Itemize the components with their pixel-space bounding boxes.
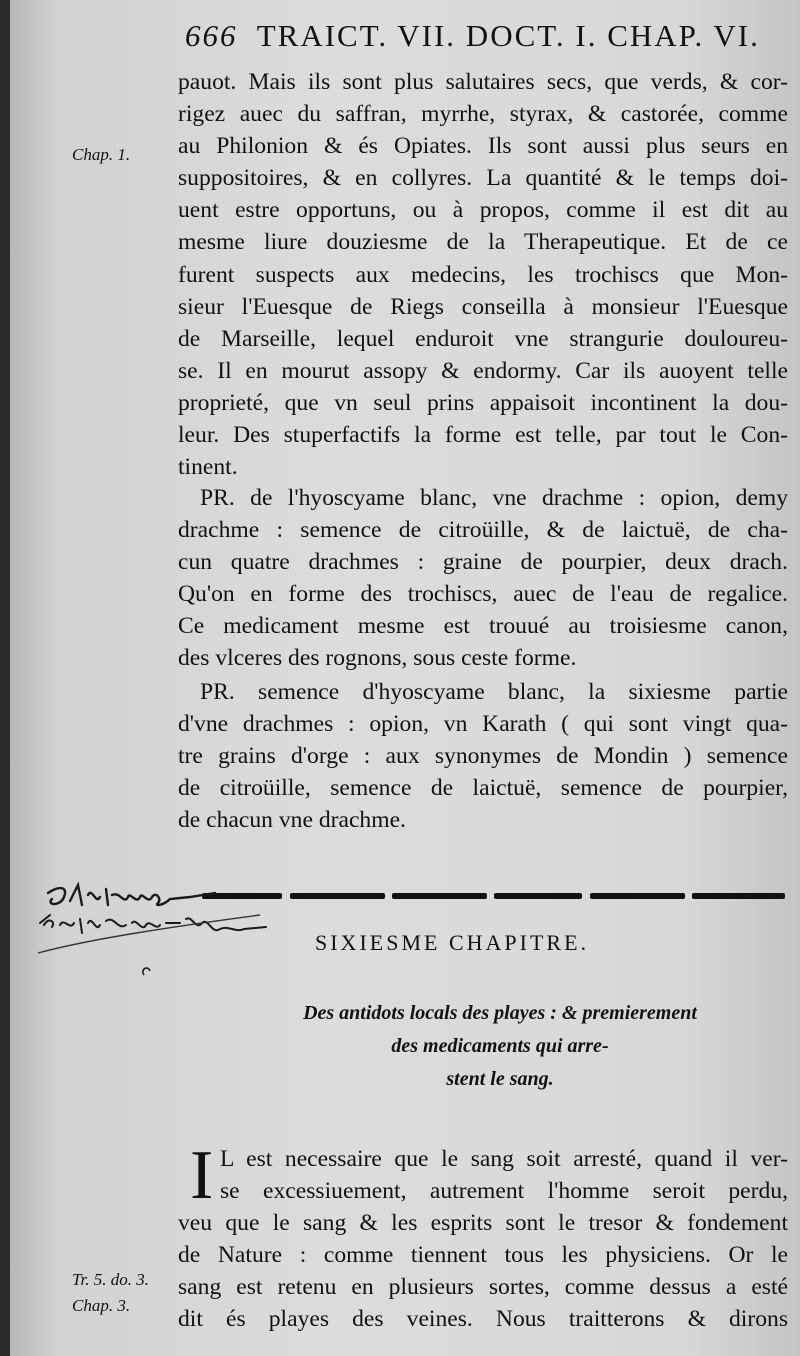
margin-note-chap1: Chap. 1. — [72, 145, 131, 164]
margin-note-treatise-ref: Tr. 5. do. 3. — [72, 1270, 149, 1289]
text-line: L est necessaire que le sang soit arresté, quand il ver- — [220, 1146, 788, 1172]
margin-note-chap3: Chap. 3. — [72, 1296, 131, 1315]
chapter-subtitle-line: Des antidots locals des playes : & premierement — [303, 1002, 697, 1024]
paragraph-3-recipe — [178, 676, 788, 836]
text-line: Ce medicament mesme est trouué au troisiesme canon, — [178, 613, 788, 640]
book-binding-shadow — [0, 0, 10, 1356]
text-line: pauot. Mais ils sont plus salutaires secs, que verds, & cor- — [178, 69, 788, 95]
text-line: se excessiuement, autrement l'homme seroit perdu, — [220, 1178, 788, 1205]
text-line: suppositoires, & en collyres. La quantité & le temps doi- — [178, 165, 788, 192]
text-line: se. Il en mourut assopy & endormy. Car ils auoyent telle — [178, 357, 788, 384]
chapter-subtitle-line: des medicaments qui arre- — [391, 1035, 609, 1057]
text-line: leur. Des stuperfactifs la forme est telle, par tout le Con- — [178, 422, 788, 449]
text-line: drachme : semence de citroüille, & de laictuë, de cha- — [178, 517, 788, 544]
text-line: des vlceres des rognons, sous ceste forme. — [178, 645, 577, 672]
page-number: 666 — [185, 18, 238, 53]
text-line: sang est retenu en plusieurs sortes, comme dessus a esté — [178, 1274, 788, 1301]
text-line: de chacun vne drachme. — [178, 807, 406, 834]
text-line: sieur l'Euesque de Riegs conseilla à monsieur l'Euesque — [178, 293, 788, 320]
text-line: PR. semence d'hyoscyame blanc, la sixiesme partie — [200, 679, 788, 705]
paragraph-4-intro — [220, 1143, 788, 1207]
paragraph-2-recipe — [178, 482, 788, 675]
text-line: uent estre opportuns, ou à propos, comme il est dit au — [178, 197, 788, 224]
text-line: au Philonion & és Opiates. Ils sont aussi plus seurs en — [178, 133, 788, 160]
text-line: PR. de l'hyoscyame blanc, vne drachme : opion, demy — [200, 485, 788, 511]
chapter-subtitle-line: stent le sang. — [446, 1068, 554, 1090]
text-line: furent suspects aux medecins, les trochiscs que Mon- — [178, 261, 788, 288]
handwritten-annotation — [30, 875, 270, 985]
text-line: de Marseille, lequel enduroit vne strangurie douloureu- — [178, 325, 788, 352]
book-page — [10, 0, 800, 1356]
drop-cap: I — [190, 1137, 214, 1214]
text-line: proprieté, que vn seul prins appaisoit incontinent la dou- — [178, 389, 788, 416]
text-line: d'vne drachmes : opion, vn Karath ( qui sont vingt qua- — [178, 711, 788, 738]
paragraph-4-body — [178, 1207, 788, 1335]
text-line: dit és playes des veines. Nous traitterons & dirons — [178, 1306, 788, 1333]
text-line: cun quatre drachmes : graine de pourpier, deux drach. — [178, 549, 788, 576]
running-header — [185, 18, 775, 54]
text-line: rigez auec du saffran, myrrhe, styrax, & castorée, comme — [178, 101, 788, 128]
text-line: veu que le sang & les esprits sont le tresor & fondement — [178, 1210, 788, 1236]
running-title: TRAICT. VII. DOCT. I. CHAP. VI. — [256, 18, 760, 53]
text-line: de citroüille, semence de laictuë, semence de pourpier, — [178, 775, 788, 802]
decorative-rule — [202, 893, 785, 901]
text-line: de Nature : comme tiennent tous les physiciens. Or le — [178, 1242, 788, 1269]
paragraph-1 — [178, 66, 788, 483]
text-line: tinent. — [178, 454, 238, 481]
chapter-title: SIXIESME CHAPITRE. — [315, 930, 590, 955]
text-line: Qu'on en forme des trochiscs, auec de l'eau de regalice. — [178, 581, 788, 608]
text-line: tre grains d'orge : aux synonymes de Mondin ) semence — [178, 743, 788, 770]
text-line: mesme liure douziesme de la Therapeutique. Et de ce — [178, 229, 788, 256]
